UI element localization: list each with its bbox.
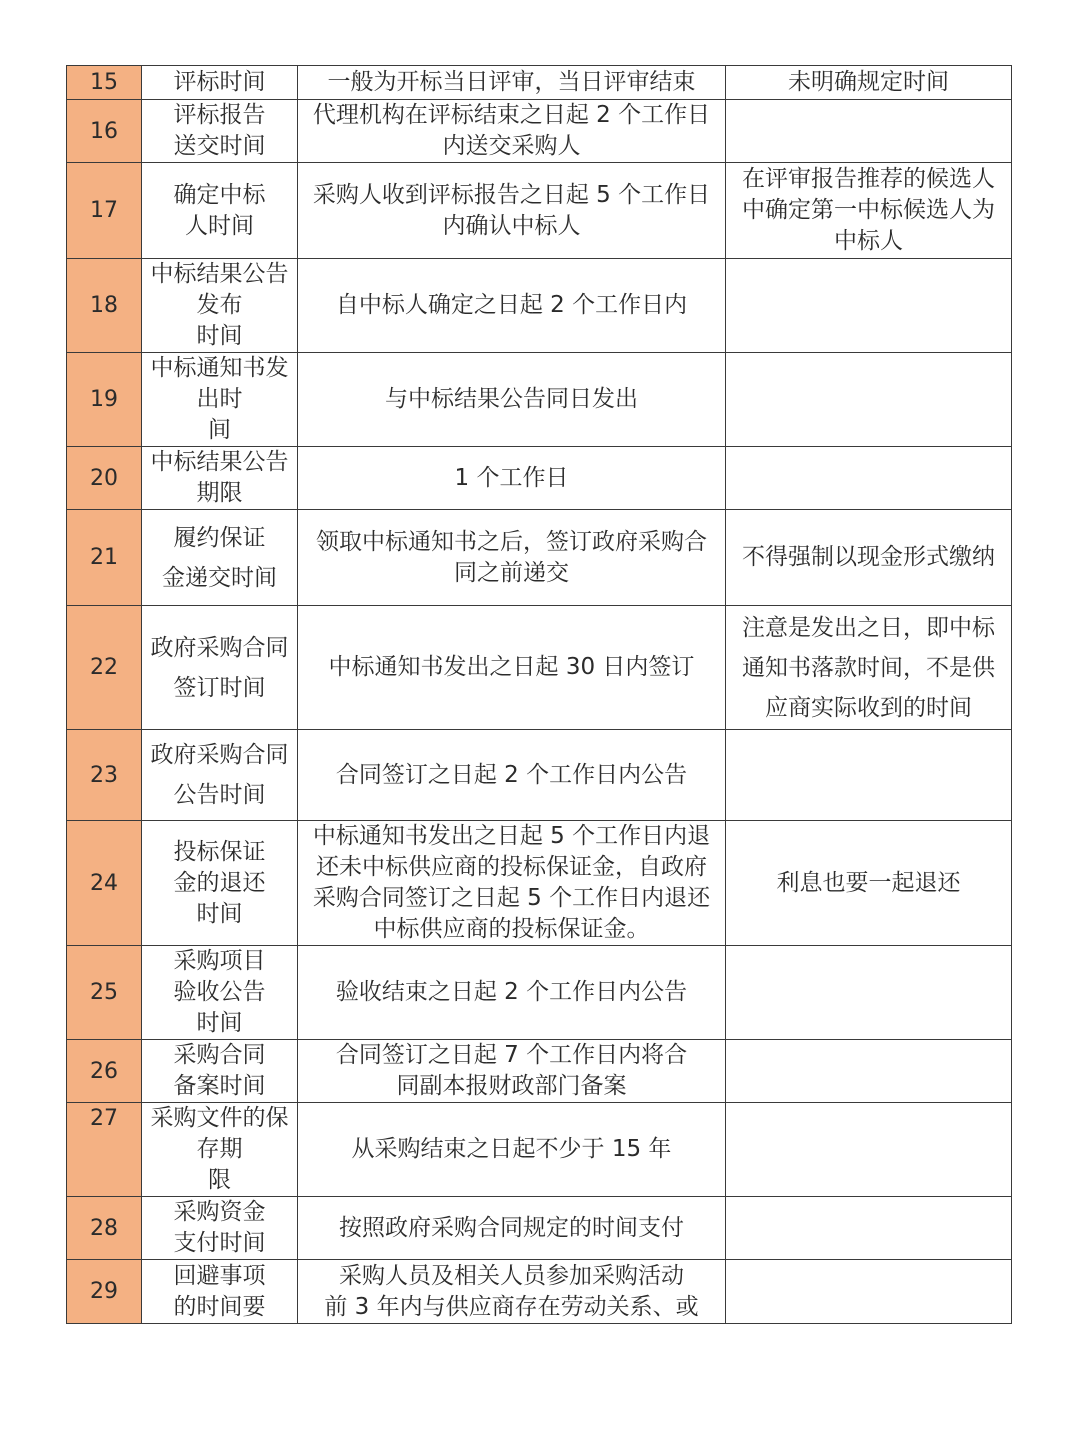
table-row: [67, 1260, 1012, 1324]
item-cell: 采购文件的保 存期 限: [142, 1103, 298, 1197]
rule-cell: 从采购结束之日起不少于 15 年: [298, 1103, 726, 1197]
table-row: [67, 163, 1012, 259]
table-row: [67, 1103, 1012, 1197]
row-number: 27: [67, 1103, 142, 1197]
note-cell: [726, 1040, 1012, 1103]
item-cell: 政府采购合同 签订时间: [142, 606, 298, 730]
note-cell: [726, 946, 1012, 1040]
row-number: 29: [67, 1260, 142, 1324]
note-cell: [726, 259, 1012, 353]
table-row: [67, 946, 1012, 1040]
item-cell: 回避事项 的时间要: [142, 1260, 298, 1324]
item-cell: 中标结果公告 发布 时间: [142, 259, 298, 353]
note-cell: [726, 1197, 1012, 1260]
row-number: 23: [67, 730, 142, 821]
rule-cell: 代理机构在评标结束之日起 2 个工作日 内送交采购人: [298, 100, 726, 163]
note-cell: [726, 100, 1012, 163]
item-cell: 中标结果公告 期限: [142, 447, 298, 510]
row-number: 21: [67, 510, 142, 606]
item-cell: 确定中标 人时间: [142, 163, 298, 259]
table-row: [67, 1197, 1012, 1260]
row-number: 24: [67, 821, 142, 946]
note-cell: 在评审报告推荐的候选人 中确定第一中标候选人为 中标人: [726, 163, 1012, 259]
table-row: [67, 821, 1012, 946]
item-cell: 政府采购合同 公告时间: [142, 730, 298, 821]
table-row: [67, 100, 1012, 163]
rule-cell: 与中标结果公告同日发出: [298, 353, 726, 447]
procurement-schedule-table: [66, 65, 1012, 1324]
row-number: 18: [67, 259, 142, 353]
rule-cell: 合同签订之日起 7 个工作日内将合 同副本报财政部门备案: [298, 1040, 726, 1103]
note-cell: [726, 1260, 1012, 1324]
rule-cell: 领取中标通知书之后，签订政府采购合 同之前递交: [298, 510, 726, 606]
table-row: [67, 447, 1012, 510]
row-number: 28: [67, 1197, 142, 1260]
rule-cell: 采购人员及相关人员参加采购活动 前 3 年内与供应商存在劳动关系、或: [298, 1260, 726, 1324]
row-number: 19: [67, 353, 142, 447]
item-cell: 投标保证 金的退还 时间: [142, 821, 298, 946]
rule-cell: 一般为开标当日评审，当日评审结束: [298, 66, 726, 100]
note-cell: [726, 1103, 1012, 1197]
row-number: 26: [67, 1040, 142, 1103]
rule-cell: 按照政府采购合同规定的时间支付: [298, 1197, 726, 1260]
rule-cell: 中标通知书发出之日起 30 日内签订: [298, 606, 726, 730]
note-cell: 未明确规定时间: [726, 66, 1012, 100]
table-row: [67, 66, 1012, 100]
item-cell: 采购合同 备案时间: [142, 1040, 298, 1103]
row-number: 16: [67, 100, 142, 163]
table-row: [67, 606, 1012, 730]
note-cell: 不得强制以现金形式缴纳: [726, 510, 1012, 606]
item-cell: 评标报告 送交时间: [142, 100, 298, 163]
note-cell: 利息也要一起退还: [726, 821, 1012, 946]
item-cell: 中标通知书发 出时 间: [142, 353, 298, 447]
table-row: [67, 1040, 1012, 1103]
table-row: [67, 353, 1012, 447]
item-cell: 履约保证 金递交时间: [142, 510, 298, 606]
rule-cell: 合同签订之日起 2 个工作日内公告: [298, 730, 726, 821]
row-number: 22: [67, 606, 142, 730]
note-cell: [726, 730, 1012, 821]
rule-cell: 验收结束之日起 2 个工作日内公告: [298, 946, 726, 1040]
rule-cell: 采购人收到评标报告之日起 5 个工作日 内确认中标人: [298, 163, 726, 259]
table-row: [67, 730, 1012, 821]
note-cell: [726, 447, 1012, 510]
note-cell: 注意是发出之日，即中标 通知书落款时间，不是供 应商实际收到的时间: [726, 606, 1012, 730]
row-number: 15: [67, 66, 142, 100]
rule-cell: 1 个工作日: [298, 447, 726, 510]
row-number: 20: [67, 447, 142, 510]
rule-cell: 自中标人确定之日起 2 个工作日内: [298, 259, 726, 353]
row-number: 25: [67, 946, 142, 1040]
row-number: 17: [67, 163, 142, 259]
item-cell: 评标时间: [142, 66, 298, 100]
table-row: [67, 510, 1012, 606]
table-row: [67, 259, 1012, 353]
item-cell: 采购资金 支付时间: [142, 1197, 298, 1260]
rule-cell: 中标通知书发出之日起 5 个工作日内退 还未中标供应商的投标保证金，自政府 采购合同签订之日起 5 个工作日内退还 中标供应商的投标保证金。: [298, 821, 726, 946]
item-cell: 采购项目 验收公告 时间: [142, 946, 298, 1040]
note-cell: [726, 353, 1012, 447]
